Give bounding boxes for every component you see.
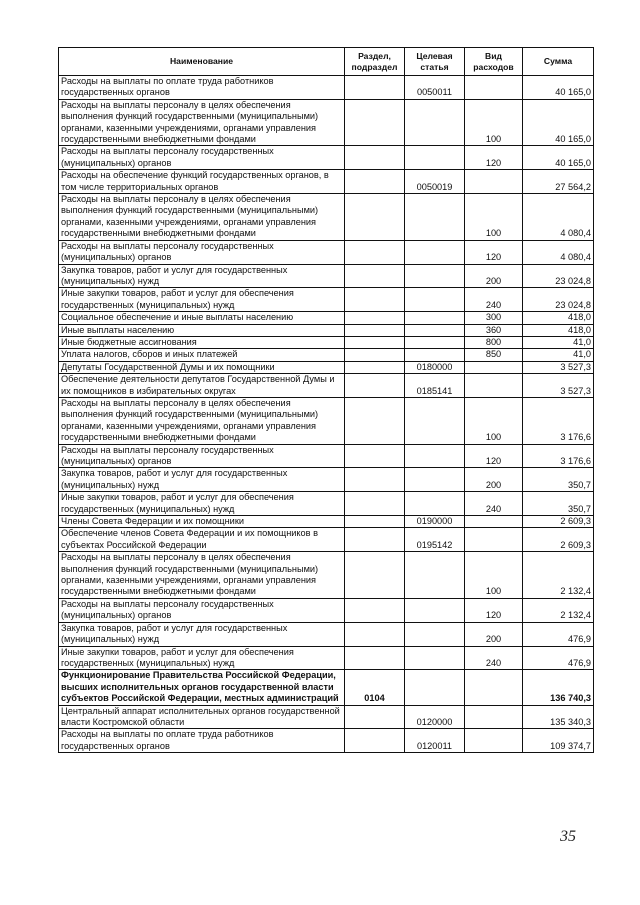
cell-section: [345, 194, 405, 241]
cell-kind: [465, 76, 523, 100]
cell-name: Расходы на обеспечение функций государственных органов, в том числе территориальных органов: [59, 170, 345, 194]
cell-name: Расходы на выплаты персоналу в целях обеспечения выполнения функций государственными (муниципальными) органами, казенными учреждениями, органами управления государственными внебюджетными фондами: [59, 397, 345, 444]
cell-section: [345, 598, 405, 622]
cell-kind: 360: [465, 324, 523, 336]
cell-sum: 3 527,3: [523, 361, 594, 373]
cell-section: [345, 170, 405, 194]
cell-section: [345, 444, 405, 468]
cell-name: Члены Совета Федерации и их помощники: [59, 516, 345, 528]
cell-section: [345, 146, 405, 170]
cell-section: [345, 552, 405, 599]
cell-name: Иные закупки товаров, работ и услуг для обеспечения государственных (муниципальных) нужд: [59, 288, 345, 312]
cell-section: [345, 349, 405, 361]
cell-section: [345, 312, 405, 324]
cell-kind: 100: [465, 397, 523, 444]
cell-target: [405, 312, 465, 324]
table-header-row: [59, 48, 594, 76]
cell-sum: 109 374,7: [523, 729, 594, 753]
cell-section: [345, 264, 405, 288]
cell-name: Депутаты Государственной Думы и их помощники: [59, 361, 345, 373]
cell-name: Расходы на выплаты персоналу в целях обеспечения выполнения функций государственными (муниципальными) органами, казенными учреждениями, органами управления государственными внебюджетными фондами: [59, 99, 345, 146]
cell-target: [405, 194, 465, 241]
cell-kind: [465, 361, 523, 373]
table-row: [59, 336, 594, 348]
cell-name: Центральный аппарат исполнительных органов государственной власти Костромской области: [59, 705, 345, 729]
cell-target: 0190000: [405, 516, 465, 528]
cell-target: [405, 468, 465, 492]
cell-target: [405, 552, 465, 599]
cell-kind: 240: [465, 492, 523, 516]
table-row: [59, 516, 594, 528]
cell-target: 0180000: [405, 361, 465, 373]
cell-name: Расходы на выплаты по оплате труда работников государственных органов: [59, 729, 345, 753]
cell-target: [405, 444, 465, 468]
cell-kind: 200: [465, 468, 523, 492]
cell-kind: 200: [465, 264, 523, 288]
table-row: [59, 552, 594, 599]
cell-name: Иные бюджетные ассигнования: [59, 336, 345, 348]
table-row: [59, 646, 594, 670]
cell-target: [405, 240, 465, 264]
table-row: [59, 240, 594, 264]
header-section: Раздел, подраздел: [345, 48, 405, 76]
cell-name: Расходы на выплаты по оплате труда работников государственных органов: [59, 76, 345, 100]
cell-sum: 4 080,4: [523, 194, 594, 241]
cell-section: 0104: [345, 670, 405, 705]
cell-section: [345, 336, 405, 348]
cell-sum: 3 176,6: [523, 444, 594, 468]
table-row: [59, 76, 594, 100]
table-row: [59, 397, 594, 444]
cell-name: Закупка товаров, работ и услуг для государственных (муниципальных) нужд: [59, 622, 345, 646]
cell-name: Расходы на выплаты персоналу государственных (муниципальных) органов: [59, 240, 345, 264]
cell-name: Расходы на выплаты персоналу в целях обеспечения выполнения функций государственными (муниципальными) органами, казенными учреждениями, органами управления государственными внебюджетными фондами: [59, 194, 345, 241]
cell-sum: 418,0: [523, 324, 594, 336]
cell-sum: 136 740,3: [523, 670, 594, 705]
cell-name: Иные выплаты населению: [59, 324, 345, 336]
cell-name: Иные закупки товаров, работ и услуг для обеспечения государственных (муниципальных) нужд: [59, 646, 345, 670]
cell-section: [345, 705, 405, 729]
table-row: [59, 729, 594, 753]
cell-section: [345, 397, 405, 444]
budget-table-sheet: [58, 47, 593, 753]
cell-sum: 23 024,8: [523, 264, 594, 288]
cell-name: Обеспечение членов Совета Федерации и их помощников в субъектах Российской Федерации: [59, 528, 345, 552]
cell-section: [345, 324, 405, 336]
cell-kind: 300: [465, 312, 523, 324]
cell-name: Расходы на выплаты персоналу в целях обеспечения выполнения функций государственными (муниципальными) органами, казенными учреждениями, органами управления государственными внебюджетными фондами: [59, 552, 345, 599]
cell-kind: 100: [465, 552, 523, 599]
cell-sum: 40 165,0: [523, 76, 594, 100]
cell-kind: [465, 516, 523, 528]
cell-section: [345, 528, 405, 552]
table-row: [59, 288, 594, 312]
cell-name: Расходы на выплаты персоналу государственных (муниципальных) органов: [59, 146, 345, 170]
table-row: [59, 146, 594, 170]
cell-section: [345, 516, 405, 528]
cell-name: Обеспечение деятельности депутатов Государственной Думы и их помощников в избирательных округах: [59, 374, 345, 398]
table-row: [59, 361, 594, 373]
table-row: [59, 705, 594, 729]
budget-table: [58, 47, 594, 753]
cell-kind: 120: [465, 444, 523, 468]
cell-section: [345, 361, 405, 373]
cell-target: 0050011: [405, 76, 465, 100]
cell-section: [345, 240, 405, 264]
table-row: [59, 324, 594, 336]
table-row: [59, 444, 594, 468]
cell-section: [345, 374, 405, 398]
table-row: [59, 264, 594, 288]
cell-sum: 476,9: [523, 622, 594, 646]
cell-name: Иные закупки товаров, работ и услуг для обеспечения государственных (муниципальных) нужд: [59, 492, 345, 516]
table-row: [59, 670, 594, 705]
cell-section: [345, 622, 405, 646]
cell-target: [405, 397, 465, 444]
table-row: [59, 349, 594, 361]
cell-section: [345, 492, 405, 516]
cell-target: [405, 598, 465, 622]
cell-name: Функционирование Правительства Российской Федерации, высших исполнительных органов государственной власти субъектов Российской Федерации, местных администраций: [59, 670, 345, 705]
cell-sum: 41,0: [523, 336, 594, 348]
cell-kind: [465, 374, 523, 398]
cell-target: [405, 146, 465, 170]
page-number: 35: [560, 828, 576, 845]
cell-kind: 100: [465, 99, 523, 146]
cell-kind: 120: [465, 146, 523, 170]
cell-name: Закупка товаров, работ и услуг для государственных (муниципальных) нужд: [59, 468, 345, 492]
cell-name: Социальное обеспечение и иные выплаты населению: [59, 312, 345, 324]
cell-sum: 2 132,4: [523, 598, 594, 622]
cell-sum: 135 340,3: [523, 705, 594, 729]
cell-sum: 418,0: [523, 312, 594, 324]
cell-sum: 3 176,6: [523, 397, 594, 444]
cell-sum: 40 165,0: [523, 99, 594, 146]
cell-sum: 3 527,3: [523, 374, 594, 398]
cell-kind: [465, 528, 523, 552]
cell-target: [405, 622, 465, 646]
table-row: [59, 492, 594, 516]
cell-kind: [465, 729, 523, 753]
cell-kind: 120: [465, 598, 523, 622]
cell-section: [345, 76, 405, 100]
cell-target: [405, 264, 465, 288]
table-row: [59, 528, 594, 552]
cell-name: Расходы на выплаты персоналу государственных (муниципальных) органов: [59, 444, 345, 468]
cell-target: [405, 288, 465, 312]
table-row: [59, 194, 594, 241]
cell-target: 0120011: [405, 729, 465, 753]
cell-name: Уплата налогов, сборов и иных платежей: [59, 349, 345, 361]
cell-sum: 23 024,8: [523, 288, 594, 312]
cell-kind: 240: [465, 646, 523, 670]
header-sum: Сумма: [523, 48, 594, 76]
cell-section: [345, 646, 405, 670]
cell-target: [405, 349, 465, 361]
cell-section: [345, 468, 405, 492]
cell-section: [345, 99, 405, 146]
cell-kind: 850: [465, 349, 523, 361]
cell-sum: 40 165,0: [523, 146, 594, 170]
cell-kind: 100: [465, 194, 523, 241]
cell-sum: 476,9: [523, 646, 594, 670]
cell-sum: 2 132,4: [523, 552, 594, 599]
table-row: [59, 622, 594, 646]
cell-sum: 350,7: [523, 492, 594, 516]
table-row: [59, 468, 594, 492]
cell-kind: 800: [465, 336, 523, 348]
cell-name: Закупка товаров, работ и услуг для государственных (муниципальных) нужд: [59, 264, 345, 288]
cell-sum: 27 564,2: [523, 170, 594, 194]
table-row: [59, 312, 594, 324]
table-row: [59, 598, 594, 622]
cell-name: Расходы на выплаты персоналу государственных (муниципальных) органов: [59, 598, 345, 622]
cell-sum: 4 080,4: [523, 240, 594, 264]
cell-target: [405, 492, 465, 516]
cell-target: 0050019: [405, 170, 465, 194]
cell-kind: [465, 670, 523, 705]
cell-kind: [465, 170, 523, 194]
cell-kind: 120: [465, 240, 523, 264]
cell-section: [345, 729, 405, 753]
cell-target: [405, 324, 465, 336]
cell-target: [405, 646, 465, 670]
cell-target: [405, 336, 465, 348]
cell-target: 0120000: [405, 705, 465, 729]
cell-sum: 2 609,3: [523, 528, 594, 552]
table-row: [59, 99, 594, 146]
cell-target: 0195142: [405, 528, 465, 552]
cell-sum: 41,0: [523, 349, 594, 361]
cell-target: [405, 99, 465, 146]
table-row: [59, 374, 594, 398]
cell-kind: [465, 705, 523, 729]
cell-kind: 200: [465, 622, 523, 646]
cell-target: 0185141: [405, 374, 465, 398]
table-body: [59, 76, 594, 753]
header-name: Наименование: [59, 48, 345, 76]
cell-sum: 2 609,3: [523, 516, 594, 528]
cell-kind: 240: [465, 288, 523, 312]
cell-target: [405, 670, 465, 705]
cell-sum: 350,7: [523, 468, 594, 492]
header-target: Целевая статья: [405, 48, 465, 76]
cell-section: [345, 288, 405, 312]
header-kind: Вид расходов: [465, 48, 523, 76]
table-row: [59, 170, 594, 194]
